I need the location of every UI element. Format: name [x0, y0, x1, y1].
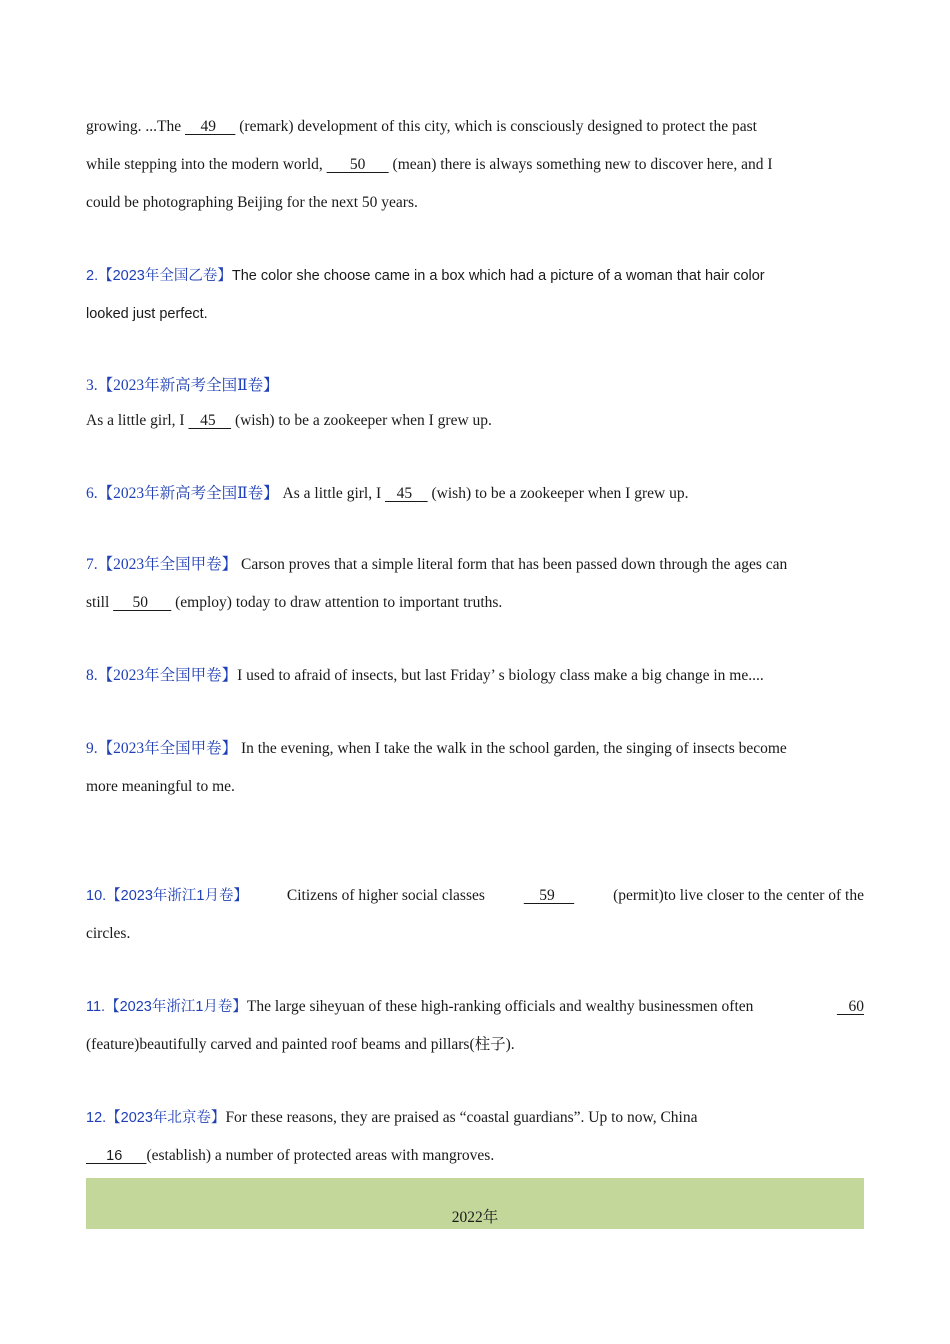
question-source: 【2023年全国甲卷】 — [97, 667, 238, 684]
question-text: (employ) today to draw attention to important truths. — [171, 594, 503, 611]
answer-blank-49: 49 — [185, 118, 236, 135]
question-text: I used to afraid of insects, but last Friday’ s biology class make a big change in me.... — [237, 667, 764, 684]
answer-blank-45: 45 — [188, 412, 232, 429]
question-text: Carson proves that a simple literal form that has been passed down through the ages can — [237, 556, 788, 573]
answer-blank-50: 50 — [113, 594, 172, 611]
intro-line-2 — [86, 155, 773, 175]
question-number: 8. — [86, 667, 98, 684]
question-number: 3. — [86, 377, 98, 394]
question-number: 11. — [86, 999, 106, 1015]
question-9 — [86, 739, 787, 759]
question-11-line-2: (feature)beautifully carved and painted roof beams and pillars(柱子). — [86, 1036, 515, 1053]
question-text: still — [86, 594, 114, 611]
question-text: (establish) a number of protected areas with mangroves. — [146, 1147, 495, 1164]
question-12 — [86, 1108, 697, 1128]
question-text: Citizens of higher social classes — [286, 887, 485, 904]
question-text: For these reasons, they are praised as “coastal guardians”. Up to now, China — [225, 1109, 698, 1126]
question-source: 【2023年全国甲卷】 — [97, 556, 238, 573]
intro-line-1 — [86, 117, 757, 137]
question-2 — [86, 266, 765, 286]
question-number: 10. — [86, 888, 107, 904]
section-year-label: 2022年 — [451, 1209, 499, 1226]
intro-text: (remark) development of this city, which is consciously designed to protect the past — [235, 118, 757, 135]
question-text: As a little girl, I — [86, 412, 189, 429]
question-12-line-2 — [86, 1146, 494, 1166]
section-banner — [86, 1178, 864, 1229]
question-11 — [86, 997, 864, 1017]
answer-blank-16: 16 — [86, 1148, 147, 1164]
question-10-line-2: circles. — [86, 925, 131, 942]
question-source: 【2023年新高考全国Ⅱ卷】 — [97, 377, 279, 394]
question-number: 6. — [86, 485, 98, 502]
intro-text: growing. ...The — [86, 118, 186, 135]
question-number: 9. — [86, 740, 98, 757]
question-text: In the evening, when I take the walk in the school garden, the singing of insects become — [237, 740, 787, 757]
question-10 — [86, 886, 864, 906]
question-2-line-2: looked just perfect. — [86, 306, 208, 322]
answer-blank-59: 59 — [523, 887, 575, 904]
question-6 — [86, 484, 688, 504]
question-number: 7. — [86, 556, 98, 573]
question-9-line-2: more meaningful to me. — [86, 778, 235, 795]
question-text: (wish) to be a zookeeper when I grew up. — [427, 485, 689, 502]
question-8 — [86, 666, 764, 686]
question-text: (wish) to be a zookeeper when I grew up. — [231, 412, 492, 429]
question-source: 【2023年全国甲卷】 — [97, 740, 238, 757]
question-source: 【2023年新高考全国Ⅱ卷】 — [97, 485, 279, 502]
question-7-line-2 — [86, 593, 502, 613]
question-text: The color she choose came in a box which had a picture of a woman that hair color — [231, 268, 765, 284]
question-number: 2. — [86, 268, 99, 284]
question-source: 【2023年浙江1月卷】 — [106, 888, 248, 904]
question-3-line-2 — [86, 411, 492, 431]
question-source: 【2023年浙江1月卷】 — [105, 999, 247, 1015]
answer-blank-45: 45 — [385, 485, 428, 502]
answer-blank-60: 60 — [836, 998, 864, 1015]
question-3 — [86, 376, 279, 396]
question-number: 12. — [86, 1110, 107, 1126]
intro-line-3: could be photographing Beijing for the next 50 years. — [86, 194, 418, 211]
question-text: (permit)to live closer to the center of the — [613, 887, 864, 904]
question-source: 【2023年北京卷】 — [106, 1110, 226, 1126]
intro-text: while stepping into the modern world, — [86, 156, 327, 173]
intro-text: (mean) there is always something new to discover here, and I — [388, 156, 773, 173]
question-7 — [86, 555, 787, 575]
question-text: As a little girl, I — [278, 485, 385, 502]
question-text: The large siheyuan of these high-ranking officials and wealthy businessmen often — [246, 998, 754, 1015]
answer-blank-50: 50 — [326, 156, 389, 173]
question-source: 【2023年全国乙卷】 — [98, 268, 232, 284]
